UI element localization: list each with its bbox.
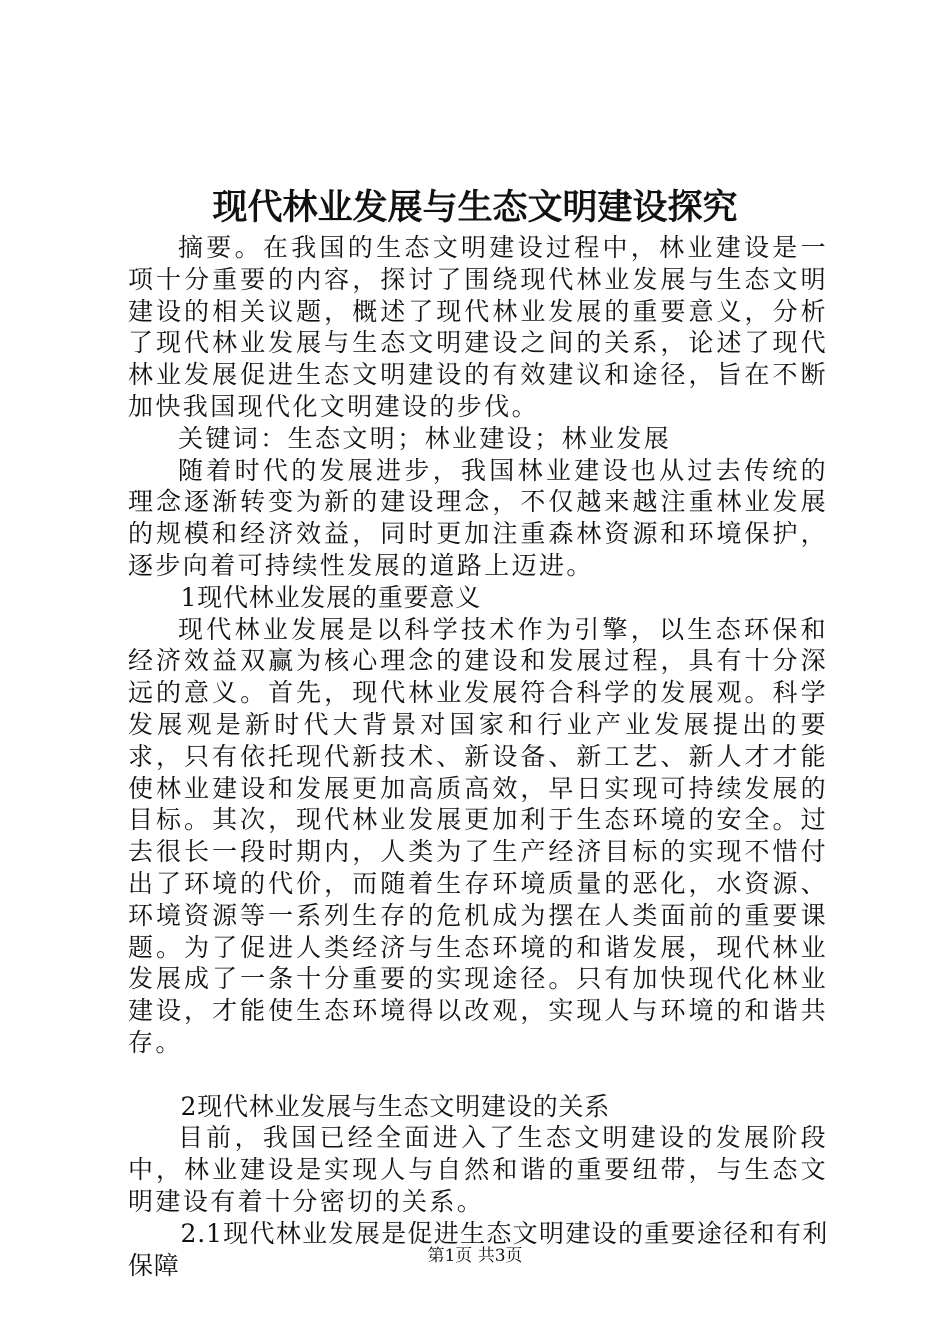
section-2-paragraph: 目前，我国已经全面进入了生态文明建设的发展阶段中，林业建设是实现人与自然和谐的重要纽带，与生态文明建设有着十分密切的关系。 — [128, 1123, 828, 1216]
intro-paragraph: 随着时代的发展进步，我国林业建设也从过去传统的理念逐渐转变为新的建设理念，不仅越来越注重林业发展的规模和经济效益，同时更加注重森林资源和环境保护，逐步向着可持续性发展的道路上迈进。 — [128, 455, 828, 580]
document-title: 现代林业发展与生态文明建设探究 — [212, 187, 738, 228]
abstract-paragraph: 摘要。在我国的生态文明建设过程中，林业建设是一项十分重要的内容，探讨了围绕现代林业发展与生态文明建设的相关议题，概述了现代林业发展的重要意义，分析了现代林业发展与生态文明建设之间的关系，论述了现代林业发展促进生态文明建设的有效建议和途径，旨在不断加快我国现代化文明建设的步伐。 — [128, 233, 828, 421]
subsection-heading-2-1: 2.1现代林业发展是促进生态文明建设的重要途径和有利保障 — [128, 1218, 828, 1280]
section-heading-2: 2现代林业发展与生态文明建设的关系 — [180, 1091, 611, 1121]
section-heading-1: 1现代林业发展的重要意义 — [180, 582, 482, 612]
page-number-footer: 第1页 共3页 — [427, 1246, 523, 1266]
document-body — [128, 232, 828, 1281]
keywords-paragraph: 关键词：生态文明；林业建设；林业发展 — [178, 423, 672, 453]
section-1-paragraph: 现代林业发展是以科学技术作为引擎，以生态环保和经济效益双赢为核心理念的建设和发展过程，具有十分深远的意义。首先，现代林业发展符合科学的发展观。科学发展观是新时代大背景对国家和行业产业发展提出的要求，只有依托现代新技术、新设备、新工艺、新人才才能使林业建设和发展更加高质高效，早日实现可持续发展的目标。其次，现代林业发展更加利于生态环境的安全。过去很长一段时期内，人类为了生产经济目标的实现不惜付出了环境的代价，而随着生存环境质量的恶化，水资源、环境资源等一系列生存的危机成为摆在人类面前的重要课题。为了促进人类经济与生态环境的和谐发展，现代林业发展成了一条十分重要的实现途径。只有加快现代化林业建设，才能使生态环境得以改观，实现人与环境的和谐共存。 — [128, 614, 828, 1057]
